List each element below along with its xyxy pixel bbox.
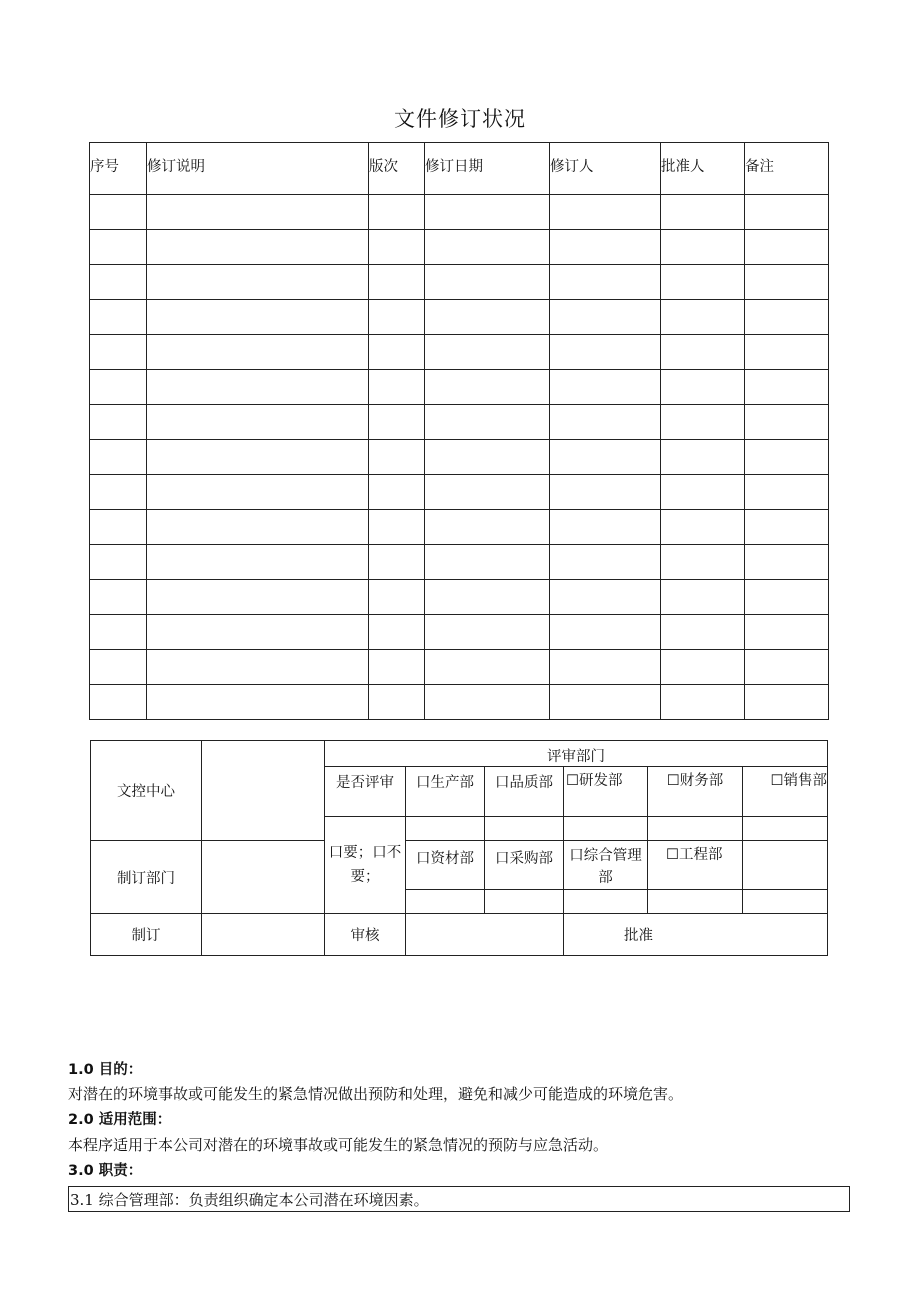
table-cell[interactable] — [369, 195, 425, 230]
table-cell[interactable] — [661, 685, 745, 720]
table-cell[interactable] — [661, 650, 745, 685]
checked-value[interactable] — [406, 914, 564, 956]
table-cell[interactable] — [745, 230, 829, 265]
table-cell[interactable] — [147, 230, 369, 265]
table-cell[interactable] — [550, 440, 661, 475]
table-cell[interactable] — [661, 580, 745, 615]
table-cell[interactable] — [90, 370, 147, 405]
prepared-value[interactable] — [202, 914, 325, 956]
table-row — [90, 580, 829, 615]
table-row — [90, 370, 829, 405]
header-seq: 序号 — [90, 143, 147, 195]
table-cell[interactable] — [369, 440, 425, 475]
blank-cell — [648, 890, 743, 914]
review-depts-title: 评审部门 — [325, 741, 828, 767]
table-cell[interactable] — [90, 615, 147, 650]
table-cell[interactable] — [369, 370, 425, 405]
dept-checkbox-sales[interactable]: ☐销售部 — [743, 767, 828, 817]
approved-label: 批准 — [564, 914, 828, 956]
table-cell[interactable] — [147, 335, 369, 370]
header-approver: 批准人 — [661, 143, 745, 195]
header-reviser: 修订人 — [550, 143, 661, 195]
table-cell[interactable] — [425, 370, 550, 405]
table-cell[interactable] — [550, 300, 661, 335]
header-version: 版次 — [369, 143, 425, 195]
table-cell[interactable] — [90, 510, 147, 545]
table-cell[interactable] — [147, 195, 369, 230]
table-cell[interactable] — [369, 580, 425, 615]
table-row — [90, 440, 829, 475]
table-row — [90, 405, 829, 440]
table-row — [90, 335, 829, 370]
table-cell[interactable] — [425, 650, 550, 685]
header-remarks: 备注 — [745, 143, 829, 195]
table-cell[interactable] — [369, 300, 425, 335]
table-cell[interactable] — [550, 510, 661, 545]
dept-checkbox-admin[interactable]: 口综合管理部 — [564, 841, 648, 890]
table-cell[interactable] — [90, 265, 147, 300]
table-cell[interactable] — [550, 265, 661, 300]
table-cell[interactable] — [90, 335, 147, 370]
table-cell[interactable] — [369, 545, 425, 580]
table-cell[interactable] — [661, 370, 745, 405]
table-cell[interactable] — [425, 685, 550, 720]
table-cell[interactable] — [147, 615, 369, 650]
revision-table — [89, 142, 829, 720]
table-cell[interactable] — [661, 335, 745, 370]
section-3-1-text: 3.1 综合管理部：负责组织确定本公司潜在环境因素。 — [68, 1186, 850, 1212]
table-cell[interactable] — [745, 545, 829, 580]
table-cell[interactable] — [661, 510, 745, 545]
table-cell[interactable] — [369, 475, 425, 510]
table-cell[interactable] — [661, 405, 745, 440]
need-review-label: 是否评审 — [325, 767, 406, 817]
table-cell[interactable] — [369, 685, 425, 720]
section-1-title: 1.0 目的： — [68, 1062, 143, 1078]
table-cell[interactable] — [369, 335, 425, 370]
blank-cell — [648, 817, 743, 841]
table-cell[interactable] — [550, 335, 661, 370]
table-cell[interactable] — [661, 300, 745, 335]
drafting-dept-value[interactable] — [202, 841, 325, 914]
table-cell[interactable] — [147, 405, 369, 440]
table-cell[interactable] — [369, 650, 425, 685]
table-cell[interactable] — [425, 230, 550, 265]
table-row — [90, 195, 829, 230]
table-cell[interactable] — [550, 195, 661, 230]
blank-cell — [485, 817, 564, 841]
table-cell[interactable] — [147, 440, 369, 475]
table-cell[interactable] — [425, 475, 550, 510]
table-cell[interactable] — [425, 545, 550, 580]
table-cell[interactable] — [147, 475, 369, 510]
table-cell[interactable] — [550, 545, 661, 580]
table-cell[interactable] — [745, 405, 829, 440]
section-1-text: 对潜在的环境事故或可能发生的紧急情况做出预防和处理，避免和减少可能造成的环境危害。 — [68, 1085, 684, 1103]
table-cell[interactable] — [90, 230, 147, 265]
section-2-title: 2.0 适用范围： — [68, 1112, 172, 1128]
table-cell[interactable] — [369, 510, 425, 545]
table-cell[interactable] — [147, 650, 369, 685]
review-table — [90, 740, 828, 956]
prepared-label: 制订 — [91, 914, 202, 956]
dept-checkbox-rd[interactable]: ☐研发部 — [564, 767, 648, 817]
table-cell[interactable] — [147, 370, 369, 405]
dept-checkbox-production[interactable]: 口生产部 — [406, 767, 485, 817]
table-cell[interactable] — [425, 615, 550, 650]
table-cell[interactable] — [550, 650, 661, 685]
table-row — [90, 615, 829, 650]
table-cell[interactable] — [550, 580, 661, 615]
table-cell[interactable] — [90, 440, 147, 475]
table-cell[interactable] — [661, 475, 745, 510]
blank-cell — [743, 841, 828, 890]
table-cell[interactable] — [425, 195, 550, 230]
dept-checkbox-materials[interactable]: 口资材部 — [406, 841, 485, 890]
table-cell[interactable] — [745, 685, 829, 720]
table-row — [90, 265, 829, 300]
doc-control-value[interactable] — [202, 741, 325, 841]
table-cell[interactable] — [90, 475, 147, 510]
table-cell[interactable] — [425, 580, 550, 615]
table-cell[interactable] — [425, 265, 550, 300]
drafting-dept-label: 制订部门 — [91, 841, 202, 914]
table-cell[interactable] — [661, 545, 745, 580]
table-row — [90, 650, 829, 685]
blank-cell — [564, 817, 648, 841]
table-cell[interactable] — [369, 405, 425, 440]
table-cell[interactable] — [550, 405, 661, 440]
table-row — [90, 545, 829, 580]
table-cell[interactable] — [425, 405, 550, 440]
header-date: 修订日期 — [425, 143, 550, 195]
table-cell[interactable] — [550, 615, 661, 650]
doc-control-label: 文控中心 — [91, 741, 202, 841]
table-row — [90, 510, 829, 545]
section-2-text: 本程序适用于本公司对潜在的环境事故或可能发生的紧急情况的预防与应急活动。 — [68, 1136, 609, 1154]
need-review-options[interactable]: 口要；口不要； — [325, 817, 406, 914]
table-cell[interactable] — [90, 405, 147, 440]
table-cell[interactable] — [90, 580, 147, 615]
table-cell[interactable] — [661, 195, 745, 230]
dept-checkbox-purchasing[interactable]: 口采购部 — [485, 841, 564, 890]
table-cell[interactable] — [147, 300, 369, 335]
table-cell[interactable] — [147, 265, 369, 300]
table-cell[interactable] — [550, 370, 661, 405]
table-row — [90, 475, 829, 510]
revision-header-row — [90, 143, 829, 195]
table-cell[interactable] — [745, 510, 829, 545]
table-cell[interactable] — [147, 545, 369, 580]
table-cell[interactable] — [90, 545, 147, 580]
table-cell[interactable] — [369, 615, 425, 650]
table-cell[interactable] — [745, 370, 829, 405]
blank-cell — [743, 890, 828, 914]
document-title: 文件修订状况 — [394, 107, 526, 131]
table-cell[interactable] — [90, 195, 147, 230]
blank-cell — [406, 890, 485, 914]
header-description: 修订说明 — [147, 143, 369, 195]
table-cell[interactable] — [661, 230, 745, 265]
table-cell[interactable] — [550, 475, 661, 510]
blank-cell — [743, 817, 828, 841]
table-cell[interactable] — [550, 230, 661, 265]
table-cell[interactable] — [745, 650, 829, 685]
dept-checkbox-quality[interactable]: 口品质部 — [485, 767, 564, 817]
table-cell[interactable] — [425, 510, 550, 545]
blank-cell — [564, 890, 648, 914]
table-cell[interactable] — [745, 195, 829, 230]
section-3-title: 3.0 职责： — [68, 1163, 143, 1179]
blank-cell — [485, 890, 564, 914]
table-cell[interactable] — [90, 300, 147, 335]
table-cell[interactable] — [745, 580, 829, 615]
table-cell[interactable] — [90, 685, 147, 720]
table-cell[interactable] — [745, 615, 829, 650]
table-cell[interactable] — [147, 580, 369, 615]
table-row — [90, 230, 829, 265]
table-cell[interactable] — [90, 650, 147, 685]
table-cell[interactable] — [425, 335, 550, 370]
table-cell[interactable] — [425, 440, 550, 475]
table-cell[interactable] — [661, 440, 745, 475]
dept-checkbox-engineering[interactable]: ☐工程部 — [648, 841, 743, 890]
table-cell[interactable] — [550, 685, 661, 720]
table-cell[interactable] — [745, 300, 829, 335]
table-cell[interactable] — [745, 475, 829, 510]
table-row — [90, 685, 829, 720]
checked-label: 审核 — [325, 914, 406, 956]
table-cell[interactable] — [661, 265, 745, 300]
table-cell[interactable] — [745, 440, 829, 475]
table-cell[interactable] — [745, 265, 829, 300]
table-cell[interactable] — [661, 615, 745, 650]
table-cell[interactable] — [745, 335, 829, 370]
dept-checkbox-finance[interactable]: ☐财务部 — [648, 767, 743, 817]
blank-cell — [406, 817, 485, 841]
table-cell[interactable] — [147, 685, 369, 720]
table-cell[interactable] — [425, 300, 550, 335]
table-cell[interactable] — [147, 510, 369, 545]
table-cell[interactable] — [369, 265, 425, 300]
table-row — [90, 300, 829, 335]
table-cell[interactable] — [369, 230, 425, 265]
